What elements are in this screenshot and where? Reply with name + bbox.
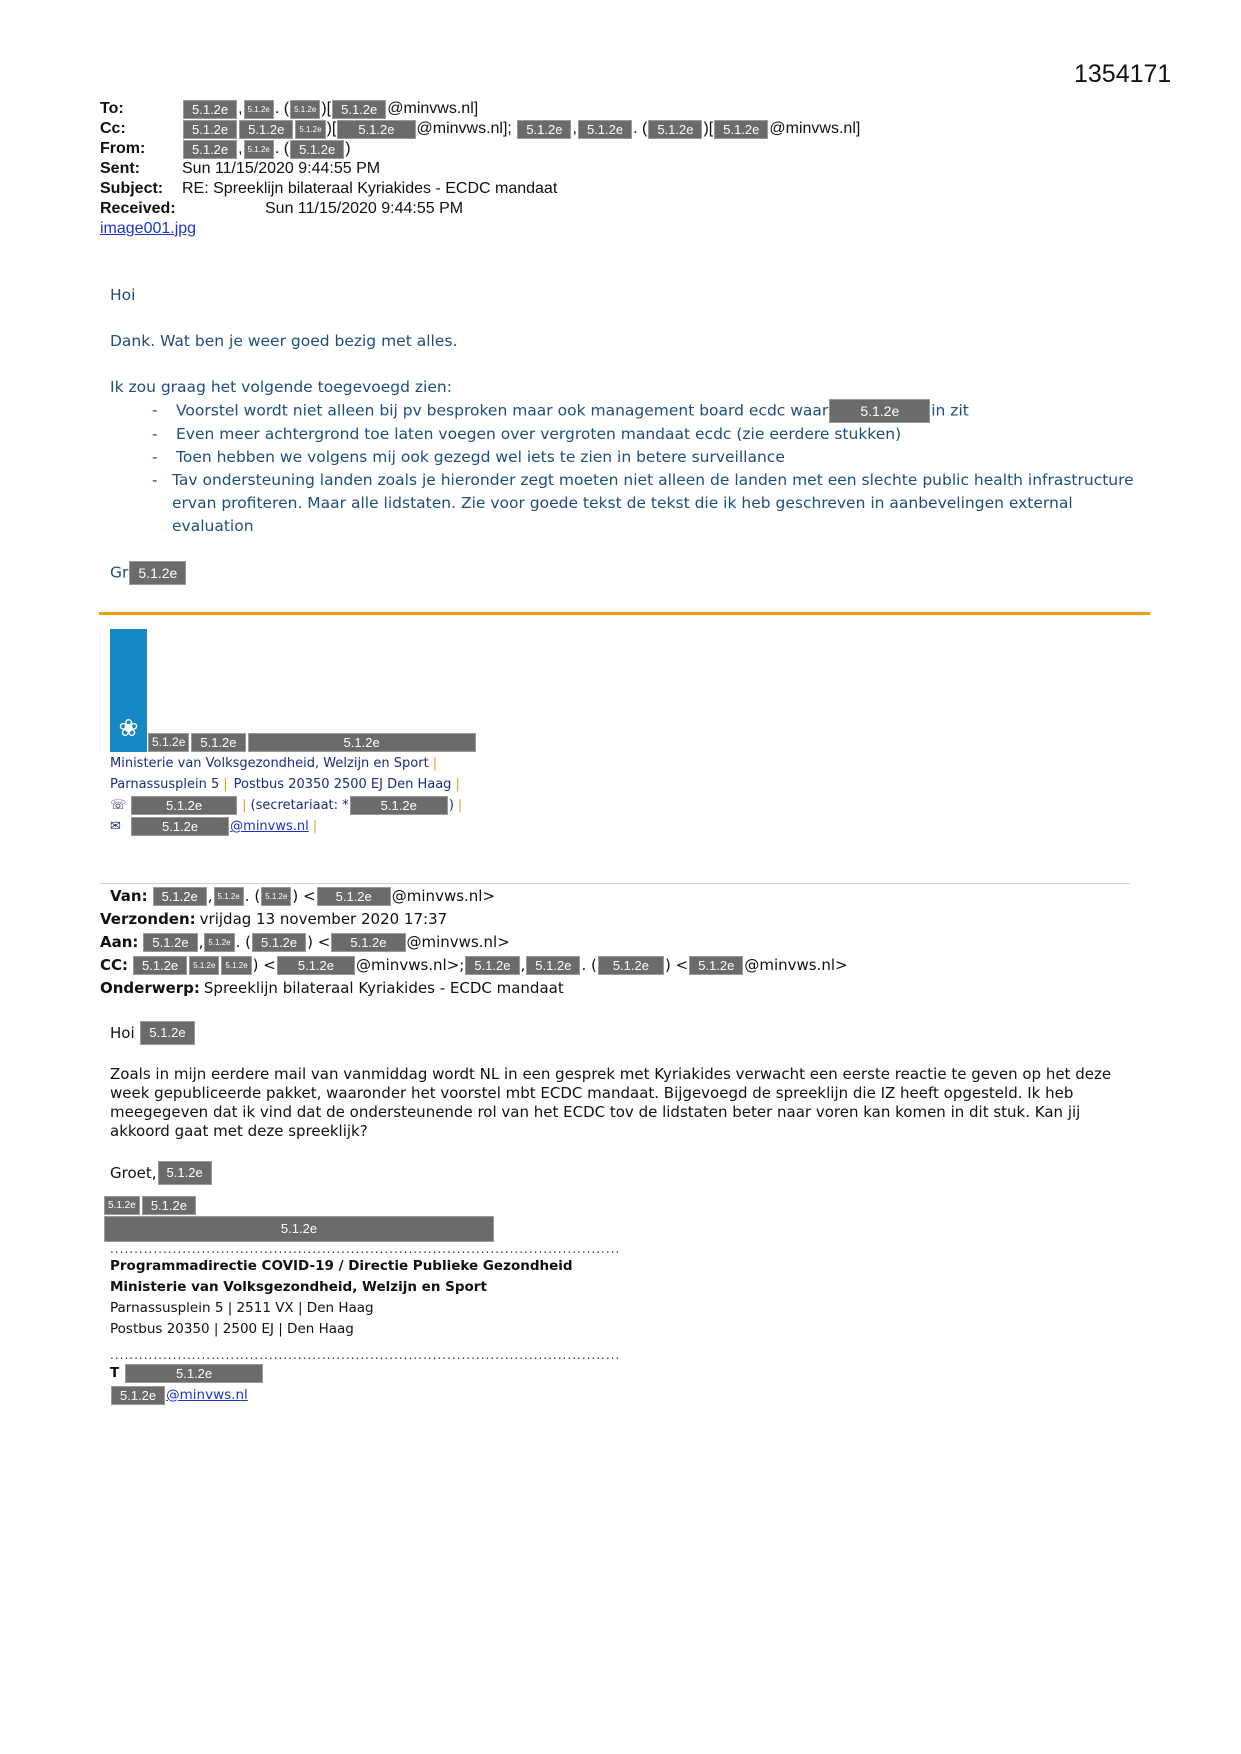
to-row: To: 5.1.2e , 5.1.2e . ( 5.1.2e )[ 5.1.2e @minvws.nl] <box>100 100 479 117</box>
signature-phone-row: ☏ 5.1.2e | (secretariaat: * 5.1.2e ) | <box>110 798 463 813</box>
redaction: 5.1.2e <box>148 733 189 752</box>
signature-block <box>110 732 477 837</box>
redaction: 5.1.2e <box>133 956 187 975</box>
bullet-1-text-end: in zit <box>931 401 969 420</box>
phone-icon: ☏ <box>110 798 127 813</box>
redaction: 5.1.2e <box>317 887 391 906</box>
redaction: 5.1.2e <box>131 817 229 836</box>
redaction: 5.1.2e <box>295 120 325 139</box>
redaction: 5.1.2e <box>143 933 197 952</box>
redaction: 5.1.2e <box>277 956 355 975</box>
redaction: 5.1.2e <box>350 796 448 815</box>
sig2-postbus: Postbus 20350 | 2500 EJ | Den Haag <box>110 1321 354 1337</box>
reply-body <box>110 284 1140 585</box>
body-signoff: Groet, <box>110 1163 157 1182</box>
redaction: 5.1.2e <box>689 956 743 975</box>
aan-row: Aan: 5.1.2e , 5.1.2e . ( 5.1.2e ) < 5.1.2e @minvws.nl> <box>100 933 510 951</box>
redaction: 5.1.2e <box>104 1196 140 1215</box>
redaction: 5.1.2e <box>191 733 245 752</box>
sig2-title-row <box>103 1216 573 1242</box>
sig2-department: Programmadirectie COVID-19 / Directie Publieke Gezondheid <box>110 1258 573 1274</box>
redaction: 5.1.2e <box>252 933 306 952</box>
redaction: 5.1.2e <box>204 933 234 952</box>
redaction: 5.1.2e <box>578 120 632 139</box>
redaction: 5.1.2e <box>125 1364 263 1383</box>
crest-icon: ❀ <box>118 715 139 742</box>
reply-bullet-list <box>110 399 1140 538</box>
redaction: 5.1.2e <box>142 1196 196 1215</box>
document-number: 1354171 <box>1074 60 1172 88</box>
sig2-ministry: Ministerie van Volksgezondheid, Welzijn en Sport <box>110 1279 487 1295</box>
onderwerp-row: Onderwerp: Spreeklijn bilateraal Kyriakides - ECDC mandaat <box>100 979 564 997</box>
reply-line-1: Dank. Wat ben je weer goed bezig met alles. <box>110 332 458 350</box>
signature-block-2 <box>103 1194 621 1406</box>
list-item: - Tav ondersteuning landen zoals je hieronder zegt moeten niet alleen de landen met een slechte public health infrastructure ervan profiteren. Maar alle lidstaten. Zie voor goede tekst de tekst die ik heb geschreven in aanbevelingen external evaluation <box>140 469 1140 538</box>
received-row <box>100 199 860 219</box>
received-value: Sun 11/15/2020 9:44:55 PM <box>265 200 464 217</box>
redaction: 5.1.2e <box>290 140 344 159</box>
orange-divider <box>99 612 1150 615</box>
reply-line-2: Ik zou graag het volgende toegevoegd zien: <box>110 378 452 396</box>
redaction: 5.1.2e <box>332 100 386 119</box>
gray-divider <box>100 883 1130 884</box>
cc-row: Cc: 5.1.2e 5.1.2e 5.1.2e )[ 5.1.2e @minvws.nl]; 5.1.2e , 5.1.2e . ( 5.1.2e )[ 5.1.2e @minvws.nl] <box>100 120 861 137</box>
redaction: 5.1.2e <box>189 956 219 975</box>
list-item <box>140 399 1140 423</box>
list-item: - Toen hebben we volgens mij ook gezegd wel iets te zien in betere surveillance <box>140 446 1140 469</box>
redaction: 5.1.2e <box>183 140 237 159</box>
verzonden-row: Verzonden: vrijdag 13 november 2020 17:37 <box>100 910 448 928</box>
redaction: 5.1.2e <box>829 399 930 423</box>
subject-row <box>100 179 860 199</box>
sig2-address: Parnassusplein 5 | 2511 VX | Den Haag <box>110 1300 374 1316</box>
sent-row <box>100 159 860 179</box>
redaction: 5.1.2e <box>239 120 293 139</box>
cc-domain-2: @minvws.nl] <box>769 120 861 137</box>
reply-greeting: Hoi <box>110 286 136 304</box>
dotted-separator: .......................................................................................................... <box>110 1348 621 1362</box>
redaction: 5.1.2e <box>183 100 237 119</box>
redaction: 5.1.2e <box>648 120 702 139</box>
redaction: 5.1.2e <box>104 1216 494 1242</box>
redaction: 5.1.2e <box>221 956 251 975</box>
redaction: 5.1.2e <box>714 120 768 139</box>
signature-name-row <box>110 732 477 753</box>
signature-ministry: Ministerie van Volksgezondheid, Welzijn en Sport | <box>110 756 438 771</box>
dotted-separator: .......................................................................................................... <box>110 1242 621 1256</box>
reply-signoff: Gr <box>110 563 129 582</box>
redaction: 5.1.2e <box>248 733 476 752</box>
sig2-name-row <box>103 1194 573 1216</box>
from-label: From: <box>100 140 146 157</box>
redaction: 5.1.2e <box>183 120 237 139</box>
redaction: 5.1.2e <box>214 887 244 906</box>
redaction: 5.1.2e <box>290 100 320 119</box>
redaction: 5.1.2e <box>517 120 571 139</box>
redaction: 5.1.2e <box>129 561 186 585</box>
sent-label: Sent: <box>100 160 140 177</box>
list-item: - Even meer achtergrond toe laten voegen over vergroten mandaat ecdc (zie eerdere stukken) <box>140 423 1140 446</box>
redaction: 5.1.2e <box>598 956 664 975</box>
signature-email-row: ✉ 5.1.2e @minvws.nl | <box>110 819 318 834</box>
forwarded-header <box>100 885 848 1000</box>
subject-label: Subject: <box>100 180 164 197</box>
cc-row: CC: 5.1.2e 5.1.2e 5.1.2e ) < 5.1.2e @minvws.nl>; 5.1.2e , 5.1.2e . ( 5.1.2e ) < 5.1.2e @minvws.nl> <box>100 956 848 974</box>
redaction: 5.1.2e <box>153 887 207 906</box>
subject-value: RE: Spreeklijn bilateraal Kyriakides - ECDC mandaat <box>182 180 558 197</box>
forwarded-body <box>110 1020 1140 1186</box>
sig2-email-link[interactable]: @minvws.nl <box>166 1386 248 1403</box>
email-header <box>100 99 860 219</box>
redaction: 5.1.2e <box>244 140 274 159</box>
redaction: 5.1.2e <box>331 933 405 952</box>
mail-icon: ✉ <box>110 819 121 834</box>
redaction: 5.1.2e <box>158 1161 212 1185</box>
received-label: Received: <box>100 200 176 217</box>
attachment-link[interactable]: image001.jpg <box>100 220 197 237</box>
redaction: 5.1.2e <box>337 120 415 139</box>
bullet-1-text: Voorstel wordt niet alleen bij pv besproken maar ook management board ecdc waar <box>176 401 829 420</box>
body-greeting: Hoi <box>110 1023 135 1042</box>
from-row: From: 5.1.2e , 5.1.2e . ( 5.1.2e ) <box>100 140 351 157</box>
redaction: 5.1.2e <box>261 887 291 906</box>
signature-address: Parnassusplein 5 | Postbus 20350 2500 EJ Den Haag | <box>110 777 460 792</box>
redaction: 5.1.2e <box>526 956 580 975</box>
to-label: To: <box>100 100 124 117</box>
cc-label: Cc: <box>100 120 126 137</box>
body-paragraph: Zoals in mijn eerdere mail van vanmiddag wordt NL in een gesprek met Kyriakides verwacht een eerste reactie te geven op het deze week gepubliceerde pakket, waaronder het voorstel mbt ECDC mandaat. Bijgevoegd de spreeklijn die IZ heeft opgesteld. Ik heb meegegeven dat ik vind dat de ondersteunende rol van het ECDC tov de lidstaten beter naar voren kan komen in dit stuk. Kan jij akkoord gaat met deze spreeklijk? <box>110 1065 1112 1140</box>
cc-domain: @minvws.nl]; <box>416 120 512 137</box>
sig2-phone-row: T 5.1.2e <box>110 1362 573 1384</box>
to-domain: @minvws.nl] <box>387 100 479 117</box>
van-row: Van: 5.1.2e , 5.1.2e . ( 5.1.2e ) < 5.1.2e @minvws.nl> <box>110 887 496 905</box>
redaction: 5.1.2e <box>131 796 237 815</box>
sig2-email-row <box>110 1384 573 1406</box>
redaction: 5.1.2e <box>465 956 519 975</box>
signature-email-link[interactable]: @minvws.nl <box>230 819 309 834</box>
redaction: 5.1.2e <box>111 1386 165 1405</box>
sent-value: Sun 11/15/2020 9:44:55 PM <box>182 160 381 177</box>
redaction: 5.1.2e <box>244 100 274 119</box>
redaction: 5.1.2e <box>140 1021 194 1045</box>
